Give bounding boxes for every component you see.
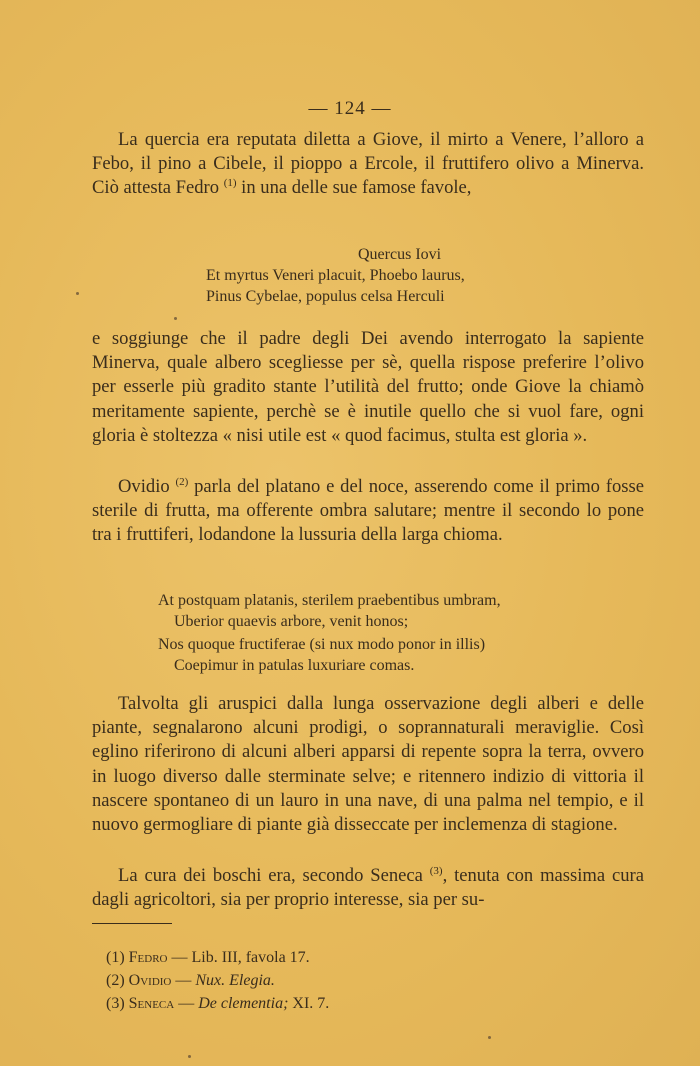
footnote-1	[106, 946, 329, 969]
footnotes	[106, 946, 329, 1015]
footnote-number: (2)	[106, 972, 125, 989]
paragraph-5-head: La cura dei boschi era, secondo Seneca	[118, 865, 430, 886]
footnote-ref-1: (1)	[223, 177, 237, 190]
footnote-3	[106, 992, 329, 1015]
paper-speck	[174, 317, 177, 320]
paragraph-3-head: Ovidio	[118, 476, 176, 497]
verse-line: Pinus Cybelae, populus celsa Herculi	[206, 288, 445, 305]
footnote-ref-2: (2)	[175, 475, 189, 488]
paragraph-4	[92, 692, 644, 837]
footnote-dash: —	[171, 972, 196, 989]
footnote-author: Seneca	[128, 995, 175, 1012]
verse-quote-1	[206, 244, 465, 307]
footnote-dash: —	[174, 995, 199, 1012]
verse-line: Uberior quaevis arbore, venit honos;	[174, 613, 409, 630]
footnote-ref-3: (3)	[429, 864, 443, 877]
footnote-author: Ovidio	[128, 972, 172, 989]
paragraph-1-tail: in una delle sue famose favole,	[236, 177, 472, 199]
paragraph-1-text: La quercia era reputata diletta a Giove, il mirto a Venere, l’alloro a Febo, il pino a Cibele, il pioppo a Ercole, il fruttifero olivo a Minerva. Ciò attesta Fedro	[92, 129, 644, 199]
verse-line: Quercus Iovi	[358, 246, 442, 263]
paragraph-3-tail: parla del platano e del noce, asserendo come il primo fosse sterile di frutta, ma offerente ombra salutare; mentre il secondo lo pone tra i fruttiferi, lodandone la lussuria della larga chioma.	[92, 476, 644, 546]
footnote-author: Fedro	[128, 949, 168, 966]
footnote-divider	[92, 923, 172, 924]
verse-quote-2	[158, 590, 501, 676]
paragraph-2-text: e soggiunge che il padre degli Dei avendo interrogato la sapiente Minerva, quale albero scegliesse per sè, quella rispose preferire l’olivo per esserle più gradito stante l’utilità del frutto; onde Giove la chiamò meritamente sapiente, perchè se è inutile quello che si vuol fare, ogni gloria è stoltezza « nisi utile est « quod facimus, stulta est gloria ».	[92, 328, 644, 446]
paragraph-1	[92, 128, 644, 201]
paragraph-2	[92, 327, 644, 448]
verse-line: At postquam platanis, sterilem praebentibus umbram,	[158, 592, 501, 609]
verse-line: Coepimur in patulas luxuriare comas.	[174, 657, 415, 674]
paragraph-3	[92, 475, 644, 548]
paper-speck	[188, 1055, 191, 1058]
page-number: — 124 —	[308, 98, 392, 119]
footnote-number: (1)	[106, 949, 125, 966]
footnote-reference: De clementia;	[198, 995, 289, 1012]
footnote-reference: Lib. III, favola 17.	[191, 949, 310, 966]
paragraph-4-text: Talvolta gli aruspici dalla lunga osservazione degli alberi e delle piante, segnalarono alcuni prodigi, o soprannaturali meraviglie. Così eglino riferirono di alcuni alberi apparsi di repente sopra la terra, ovvero in luogo diverso dalle sterminate selve; e ritennero indizio di vittoria il nascere spontaneo di un lauro in una nave, di una palma nel tempio, e il nuovo germogliare di piante già disseccate per inclemenza di stagione.	[92, 693, 644, 836]
verse-line: Nos quoque fructiferae (si nux modo ponor in illis)	[158, 636, 486, 653]
paper-speck	[76, 292, 79, 295]
footnote-dash: —	[167, 949, 192, 966]
verse-line: Et myrtus Veneri placuit, Phoebo laurus,	[206, 267, 465, 284]
footnote-reference: Nux. Elegia.	[195, 972, 275, 989]
paragraph-5-tail: , tenuta con massima cura dagli agricoltori, sia per proprio interesse, sia per su-	[92, 865, 644, 911]
paper-speck	[488, 1036, 491, 1039]
footnote-reference-tail: XI. 7.	[288, 995, 330, 1012]
footnote-2	[106, 969, 329, 992]
footnote-number: (3)	[106, 995, 125, 1012]
paragraph-5	[92, 864, 644, 912]
